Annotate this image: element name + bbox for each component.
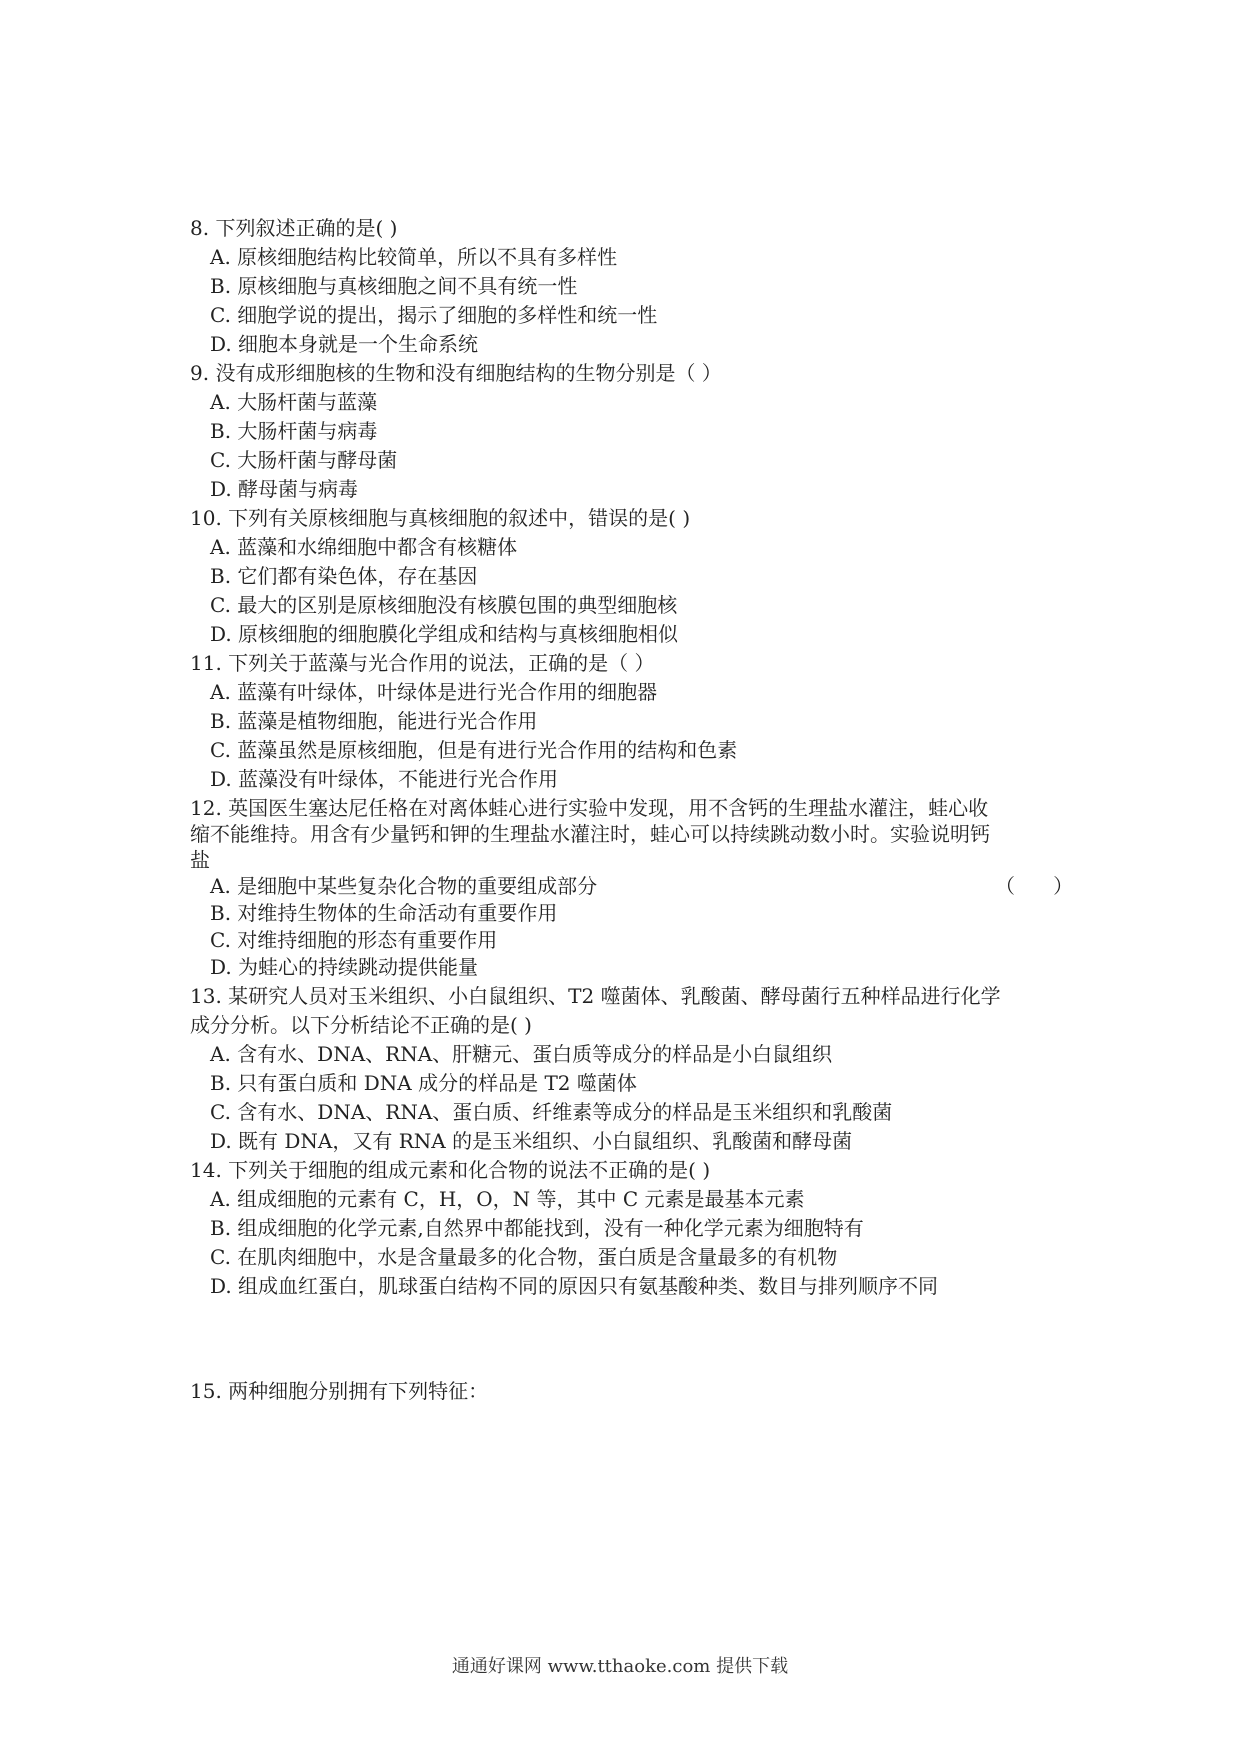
q9-stem: 9. 没有成形细胞核的生物和没有细胞结构的生物分别是（ ） <box>190 361 722 385</box>
q12-option-c: C. 对维持细胞的形态有重要作用 <box>210 928 498 952</box>
q14-option-c: C. 在肌肉细胞中，水是含量最多的化合物，蛋白质是含量最多的有机物 <box>210 1245 838 1269</box>
q10-stem: 10. 下列有关原核细胞与真核细胞的叙述中，错误的是( ) <box>190 506 691 530</box>
q10-option-b: B. 它们都有染色体，存在基因 <box>210 564 478 588</box>
q10-option-c: C. 最大的区别是原核细胞没有核膜包围的典型细胞核 <box>210 593 678 617</box>
q10-option-d: D. 原核细胞的细胞膜化学组成和结构与真核细胞相似 <box>210 622 679 646</box>
q14-option-d: D. 组成血红蛋白，肌球蛋白结构不同的原因只有氨基酸种类、数目与排列顺序不同 <box>210 1274 939 1298</box>
q12-stem-line2: 缩不能维持。用含有少量钙和钾的生理盐水灌注时，蛙心可以持续跳动数小时。实验说明钙 <box>190 822 990 846</box>
q10-option-a: A. 蓝藻和水绵细胞中都含有核糖体 <box>210 535 518 559</box>
q9-option-a: A. 大肠杆菌与蓝藻 <box>210 390 378 414</box>
q9-option-d: D. 酵母菌与病毒 <box>210 477 359 501</box>
q13-option-a: A. 含有水、DNA、RNA、肝糖元、蛋白质等成分的样品是小白鼠组织 <box>210 1042 833 1066</box>
page-footer: 通通好课网 www.tthaoke.com 提供下载 <box>451 1656 789 1677</box>
q12-option-d: D. 为蛙心的持续跳动提供能量 <box>210 955 479 979</box>
q8-option-c: C. 细胞学说的提出，揭示了细胞的多样性和统一性 <box>210 303 658 327</box>
q8-option-b: B. 原核细胞与真核细胞之间不具有统一性 <box>210 274 578 298</box>
q13-option-c: C. 含有水、DNA、RNA、蛋白质、纤维素等成分的样品是玉米组织和乳酸菌 <box>210 1100 893 1124</box>
q9-option-c: C. 大肠杆菌与酵母菌 <box>210 448 398 472</box>
q12-option-a: A. 是细胞中某些复杂化合物的重要组成部分 <box>210 874 598 898</box>
q14-option-a: A. 组成细胞的元素有 C，H，O，N 等，其中 C 元素是最基本元素 <box>210 1187 805 1211</box>
q12-option-b: B. 对维持生物体的生命活动有重要作用 <box>210 901 558 925</box>
q11-option-c: C. 蓝藻虽然是原核细胞，但是有进行光合作用的结构和色素 <box>210 738 738 762</box>
q13-option-b: B. 只有蛋白质和 DNA 成分的样品是 T2 噬菌体 <box>210 1071 637 1095</box>
q13-option-d: D. 既有 DNA，又有 RNA 的是玉米组织、小白鼠组织、乳酸菌和酵母菌 <box>210 1129 853 1153</box>
q11-option-d: D. 蓝藻没有叶绿体，不能进行光合作用 <box>210 767 559 791</box>
q12-stem-line1: 12. 英国医生塞达尼任格在对离体蛙心进行实验中发现，用不含钙的生理盐水灌注，蛙心收 <box>190 796 989 820</box>
q15-stem: 15. 两种细胞分别拥有下列特征： <box>190 1379 489 1403</box>
q11-stem: 11. 下列关于蓝藻与光合作用的说法，正确的是（ ） <box>190 651 655 675</box>
q14-stem: 14. 下列关于细胞的组成元素和化合物的说法不正确的是( ) <box>190 1158 711 1182</box>
q13-stem-line2: 成分分析。以下分析结论不正确的是( ) <box>190 1013 532 1037</box>
q12-answer-blank: （ ） <box>995 874 1074 898</box>
q8-stem: 8. 下列叙述正确的是( ) <box>190 216 398 240</box>
q8-option-a: A. 原核细胞结构比较简单，所以不具有多样性 <box>210 245 618 269</box>
q12-stem-line3: 盐 <box>190 848 210 872</box>
q11-option-a: A. 蓝藻有叶绿体，叶绿体是进行光合作用的细胞器 <box>210 680 658 704</box>
q13-stem-line1: 13. 某研究人员对玉米组织、小白鼠组织、T2 噬菌体、乳酸菌、酵母菌行五种样品进行化学 <box>190 984 1001 1008</box>
q14-option-b: B. 组成细胞的化学元素,自然界中都能找到，没有一种化学元素为细胞特有 <box>210 1216 864 1240</box>
q9-option-b: B. 大肠杆菌与病毒 <box>210 419 378 443</box>
q8-option-d: D. 细胞本身就是一个生命系统 <box>210 332 479 356</box>
q11-option-b: B. 蓝藻是植物细胞，能进行光合作用 <box>210 709 538 733</box>
